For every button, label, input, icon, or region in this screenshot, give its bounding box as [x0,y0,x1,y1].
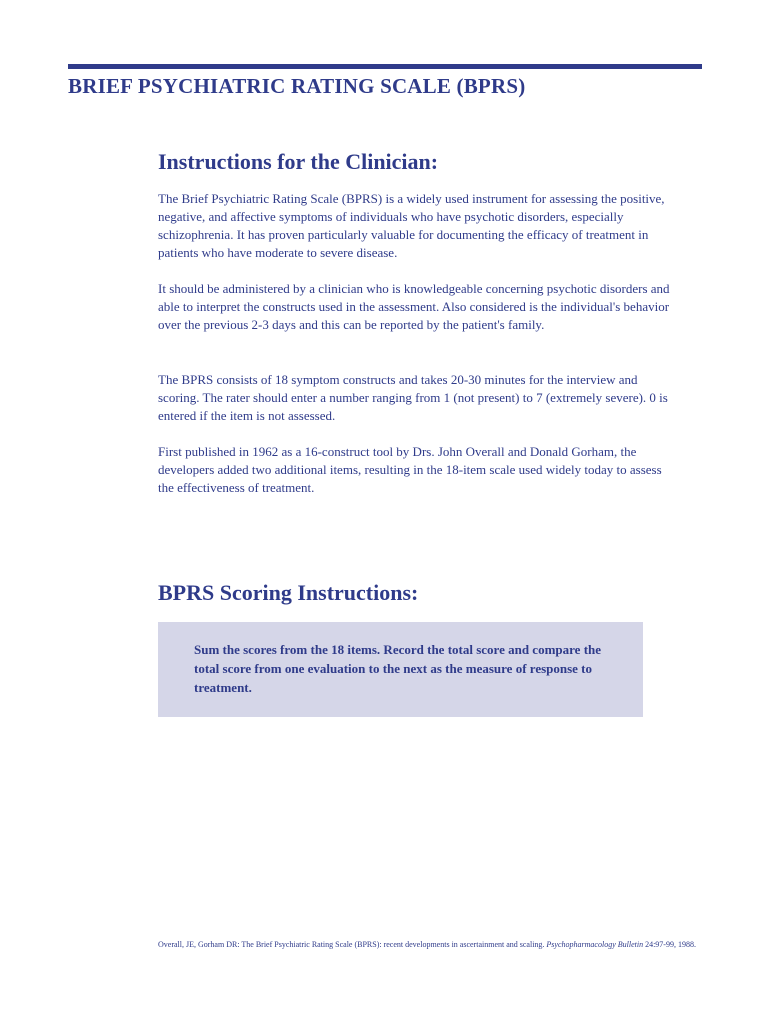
paragraph-overview: The Brief Psychiatric Rating Scale (BPRS) is a widely used instrument for assessing the positive, negative, and affective symptoms of individuals who have psychotic disorders, especially schizophrenia. It has proven particularly valuable for documenting the efficacy of treatment in patients who have moderate to severe disease. [158,191,665,260]
paragraph-structure: The BPRS consists of 18 symptom constructs and takes 20-30 minutes for the interview and scoring. The rater should enter a number ranging from 1 (not present) to 7 (extremely severe). 0 is entered if the item is not assessed. [158,372,668,423]
clinician-instructions-heading: Instructions for the Clinician: [158,149,439,174]
paragraph-history: First published in 1962 as a 16-construct tool by Drs. John Overall and Donald Gorham, the developers added two additional items, resulting in the 18-item scale used widely today to assess the effectiveness of treatment. [158,444,662,495]
citation-pages: 24:97-99, 1988. [643,940,696,949]
citation-journal: Psychopharmacology Bulletin [546,940,644,949]
citation [158,936,698,954]
scoring-instructions-box [158,622,643,717]
document-title: BRIEF PSYCHIATRIC RATING SCALE (BPRS) [68,74,526,98]
top-rule [68,64,702,69]
paragraph-administration: It should be administered by a clinician who is knowledgeable concerning psychotic disorders and able to interpret the constructs used in the assessment. Also considered is the individual's behavior over the previous 2-3 days and this can be reported by the patient's family. [158,281,670,332]
citation-text: Overall, JE, Gorham DR: The Brief Psychiatric Rating Scale (BPRS): recent developments in ascertainment and scaling. [158,940,547,949]
scoring-instructions-heading: BPRS Scoring Instructions: [158,580,419,605]
scoring-instructions-text: Sum the scores from the 18 items. Record the total score and compare the total score from one evaluation to the next as the measure of response to treatment. [194,642,602,695]
